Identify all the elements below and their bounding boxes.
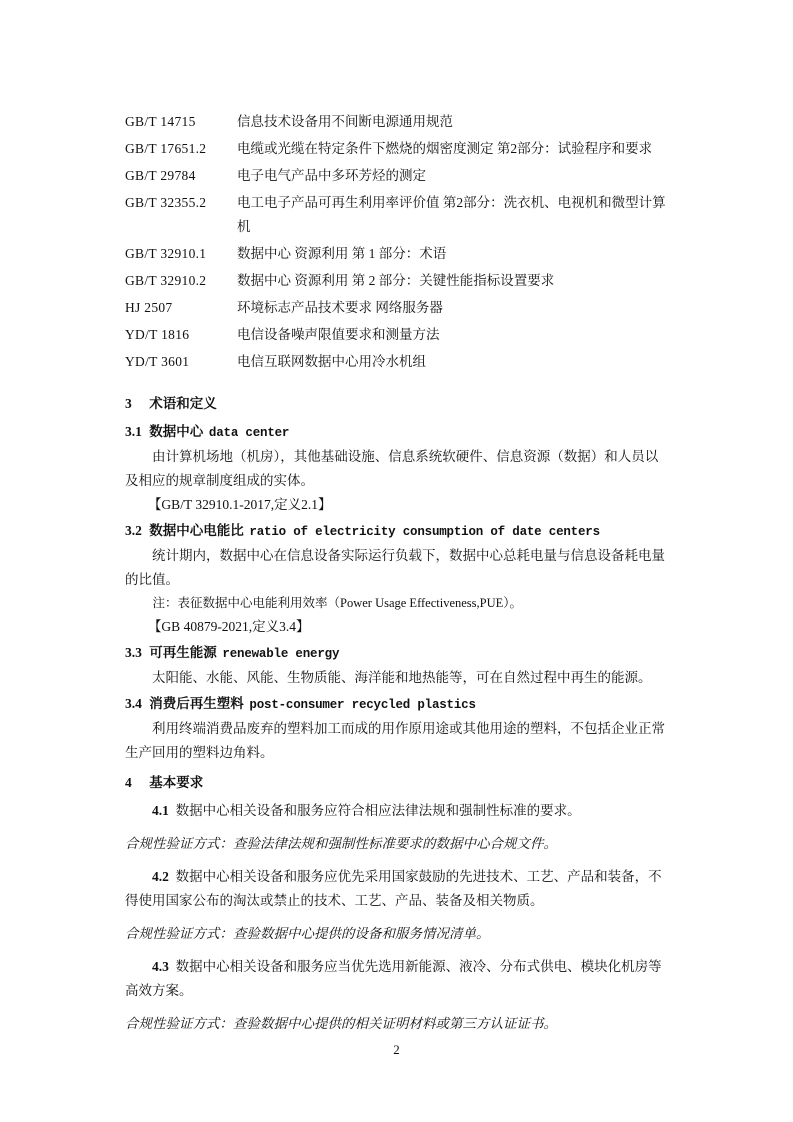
term-number: 3.3 — [125, 645, 142, 660]
term-name-en: post-consumer recycled plastics — [249, 698, 476, 712]
term-name-zh: 消费后再生塑料 — [149, 696, 244, 711]
standard-title: 电工电子产品可再生利用率评价值 第2部分：洗衣机、电视机和微型计算机 — [237, 195, 666, 234]
term-heading — [125, 420, 668, 445]
standard-title: 电子电气产品中多环芳烃的测定 — [237, 168, 426, 183]
standard-code: GB/T 14715 — [125, 114, 196, 129]
term-definition: 统计期内，数据中心在信息设备实际运行负载下，数据中心总耗电量与信息设备耗电量的比值。 — [125, 548, 665, 587]
clause-number: 4.1 — [152, 803, 169, 818]
standard-reference-row — [125, 296, 668, 320]
standard-code: YD/T 3601 — [125, 354, 190, 369]
term-3-2 — [125, 519, 668, 639]
term-definition: 利用终端消费品废弃的塑料加工而成的用作原用途或其他用途的塑料，不包括企业正常生产回用的塑料边角料。 — [125, 721, 665, 760]
standard-reference-row — [125, 164, 668, 188]
section-number: 4 — [125, 775, 132, 790]
term-3-1 — [125, 420, 668, 517]
term-name-zh: 数据中心电能比 — [149, 523, 244, 538]
standard-code: HJ 2507 — [125, 300, 173, 315]
standard-title: 环境标志产品技术要求 网络服务器 — [237, 300, 443, 315]
term-name-zh: 可再生能源 — [149, 645, 217, 660]
standard-reference-row — [125, 242, 668, 266]
standard-title: 电信设备噪声限值要求和测量方法 — [237, 327, 440, 342]
term-heading — [125, 641, 668, 666]
standard-reference-row — [125, 269, 668, 293]
standard-title: 数据中心 资源利用 第 2 部分：关键性能指标设置要求 — [237, 273, 555, 288]
clause-4-2 — [125, 865, 668, 946]
term-definition: 太阳能、水能、风能、生物质能、海洋能和地热能等，可在自然过程中再生的能源。 — [152, 670, 652, 685]
term-source: 【GB/T 32910.1-2017,定义2.1】 — [147, 497, 332, 512]
term-number: 3.4 — [125, 696, 142, 711]
normative-references-list — [125, 110, 668, 374]
standard-reference-row — [125, 191, 668, 239]
standard-code: GB/T 32355.2 — [125, 195, 207, 210]
clause-4-3 — [125, 955, 668, 1036]
section-title: 基本要求 — [149, 775, 204, 790]
term-heading — [125, 519, 668, 544]
term-number: 3.1 — [125, 424, 142, 439]
term-number: 3.2 — [125, 523, 142, 538]
standard-title: 电缆或光缆在特定条件下燃烧的烟密度测定 第2部分：试验程序和要求 — [237, 141, 653, 156]
verification-method: 合规性验证方式：查验数据中心提供的设备和服务情况清单。 — [125, 926, 490, 941]
term-heading — [125, 692, 668, 717]
standard-code: GB/T 17651.2 — [125, 141, 207, 156]
clause-number: 4.2 — [152, 869, 169, 884]
term-3-3 — [125, 641, 668, 690]
term-3-4 — [125, 692, 668, 765]
standard-code: GB/T 32910.1 — [125, 246, 207, 261]
term-name-en: ratio of electricity consumption of date centers — [249, 525, 600, 539]
verification-method: 合规性验证方式：查验数据中心提供的相关证明材料或第三方认证证书。 — [125, 1016, 557, 1031]
term-name-en: data center — [208, 426, 290, 440]
term-note: 注：表征数据中心电能利用效率（Power Usage Effectiveness,PUE）。 — [152, 596, 523, 610]
section-title: 术语和定义 — [149, 396, 217, 411]
standard-reference-row — [125, 110, 668, 134]
clause-text — [125, 955, 668, 1003]
term-name-zh: 数据中心 — [149, 424, 204, 439]
standard-title: 数据中心 资源利用 第 1 部分：术语 — [237, 246, 447, 261]
standard-code: YD/T 1816 — [125, 327, 190, 342]
standard-title: 信息技术设备用不间断电源通用规范 — [237, 114, 453, 129]
section-3-heading — [125, 392, 668, 416]
clause-body: 数据中心相关设备和服务应当优先选用新能源、液冷、分布式供电、模块化机房等高效方案。 — [125, 959, 662, 998]
verification-method: 合规性验证方式：查验法律法规和强制性标准要求的数据中心合规文件。 — [125, 836, 557, 851]
standard-reference-row — [125, 350, 668, 374]
clause-number: 4.3 — [152, 959, 169, 974]
section-4-heading — [125, 771, 668, 795]
standard-title: 电信互联网数据中心用冷水机组 — [237, 354, 426, 369]
standard-code: GB/T 32910.2 — [125, 273, 207, 288]
clause-body: 数据中心相关设备和服务应符合相应法律法规和强制性标准的要求。 — [175, 803, 581, 818]
term-name-en: renewable energy — [222, 647, 340, 661]
standard-reference-row — [125, 323, 668, 347]
term-definition: 由计算机场地（机房），其他基础设施、信息系统软硬件、信息资源（数据）和人员以及相应的规章制度组成的实体。 — [125, 449, 659, 488]
clause-4-1 — [125, 799, 668, 856]
clause-text — [125, 799, 668, 823]
standard-code: GB/T 29784 — [125, 168, 196, 183]
section-number: 3 — [125, 396, 132, 411]
standard-reference-row — [125, 137, 668, 161]
page-number: 2 — [393, 1042, 400, 1057]
clause-text — [125, 865, 668, 913]
clause-body: 数据中心相关设备和服务应优先采用国家鼓励的先进技术、工艺、产品和装备，不得使用国家公布的淘汰或禁止的技术、工艺、产品、装备及相关物质。 — [125, 869, 662, 908]
term-source: 【GB 40879-2021,定义3.4】 — [147, 619, 310, 634]
